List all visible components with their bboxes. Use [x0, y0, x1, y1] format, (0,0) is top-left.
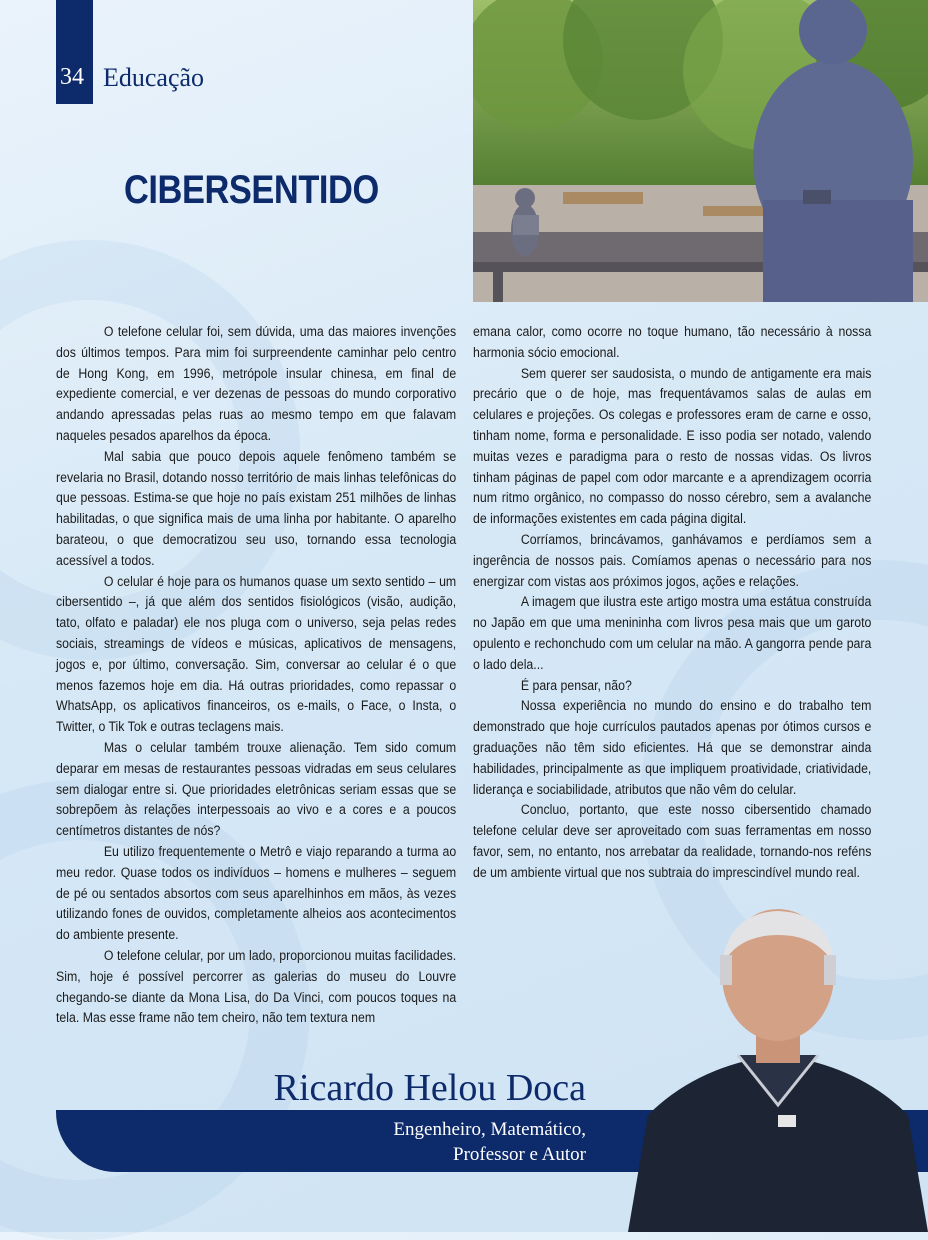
paragraph: A imagem que ilustra este artigo mostra uma estátua construída no Japão em que uma menininha com livros pesa mais que um garoto opulento e rechonchudo com um celular na mão. A gangorra pende para o lado dela...	[473, 594, 872, 672]
article-right-column	[473, 322, 871, 884]
paragraph: emana calor, como ocorre no toque humano, tão necessário à nossa harmonia sócio emocional.	[473, 324, 872, 360]
paragraph: O telefone celular, por um lado, proporcionou muitas facilidades. Sim, hoje é possível percorrer as galerias do museu do Louvre chegando-se diante da Mona Lisa, do Da Vinci, com poucos toques na tela. Mas esse frame não tem cheiro, não tem textura nem	[56, 947, 457, 1026]
paragraph: Mas o celular também trouxe alienação. Tem sido comum deparar em mesas de restaurantes pessoas vidradas em seus celulares sem dialogar entre si. Que prioridades eletrônicas seriam essas que se sobrepõem às relações interpessoais ao vivo e a cores e a poucos centímetros distantes de nós?	[56, 739, 457, 839]
page-number: 34	[60, 64, 84, 90]
paragraph: Nossa experiência no mundo do ensino e do trabalho tem demonstrado que hoje currículos pautados apenas por ótimos cursos e graduações não têm sido eficientes. Há que se demonstrar ainda habilidades, principalmente as que impliquem proatividade, criatividade, liderança e sociabilidade, atributos que não vêm do celular.	[473, 698, 872, 797]
article-left-column	[56, 322, 456, 1029]
paragraph: Corríamos, brincávamos, ganhávamos e perdíamos sem a ingerência de nossos pais. Comíamos apenas o necessário para nos energizar com vistas aos próximos jogos, ações e relações.	[473, 531, 872, 589]
paragraph: Concluo, portanto, que este nosso cibersentido chamado telefone celular deve ser aproveitado com suas ferramentas em nosso favor, sem, no entanto, nos arrebatar da realidade, tornando-nos reféns de um ambiente virtual que nos subtraia do imprescindível mundo real.	[473, 802, 872, 880]
statue-photo	[473, 0, 928, 302]
paragraph: Sem querer ser saudosista, o mundo de antigamente era mais precário que o de hoje, mas frequentávamos salas de aulas em celulares e projeções. Os colegas e professores eram de carne e osso, tinham nome, forma e personalidade. E isso podia ser notado, valendo muitas vezes e paradigma para o resto de nossas vidas. Os livros tinham páginas de papel com odor marcante e a aprendizagem ocorria num ritmo orgânico, no compasso do nosso cérebro, sem a avalanche de informações existentes em cada página digital.	[473, 365, 872, 527]
section-title: Educação	[103, 63, 205, 92]
author-name: Ricardo Helou Doca	[273, 1067, 586, 1109]
paragraph: Eu utilizo frequentemente o Metrô e viajo reparando a turma ao meu redor. Quase todos os indivíduos – homens e mulheres – seguem de pé ou sentados absortos com seus aparelhinhos em mãos, às vezes utilizando fones de ouvidos, completamente alheios aos acontecimentos do ambiente presente.	[56, 843, 457, 943]
paragraph: Mal sabia que pouco depois aquele fenômeno também se revelaria no Brasil, dotando nosso território de mais linhas telefônicas do que pessoas. Estima-se que hoje no país existam 251 milhões de linhas habilitadas, o que significa mais de uma linha por habitante. O aparelho barateou, o que democratizou seu uso, tornando essa tecnologia acessível a todos.	[56, 448, 457, 568]
author-role-line: Professor e Autor	[453, 1144, 586, 1165]
author-role-line: Engenheiro, Matemático,	[393, 1119, 586, 1140]
author-portrait	[618, 905, 928, 1232]
paragraph: É para pensar, não?	[520, 677, 632, 693]
paragraph: O telefone celular foi, sem dúvida, uma das maiores invenções dos últimos tempos. Para mim foi surpreendente caminhar pelo centro de Hong Kong, em 1996, metrópole insular chinesa, em final de expediente comercial, e ver dezenas de pessoas do mundo corporativo andando apressadas pelas ruas ao mesmo tempo em que falavam naqueles pesados aparelhos da época.	[56, 324, 457, 443]
article-title: CIBERSENTIDO	[124, 168, 379, 212]
paragraph: O celular é hoje para os humanos quase um sexto sentido – um cibersentido –, já que além dos sentidos fisiológicos (visão, audição, tato, olfato e paladar) ele nos pluga com o universo, seja pelas redes sociais, streamings de vídeos e músicas, aplicativos de mensagens, jogos e, por último, conversação. Sim, conversar ao celular é o que menos fazemos hoje em dia. Há outras prioridades, como repassar o WhatsApp, os aplicativos financeiros, os e-mails, o Face, o Insta, o Twitter, o Tik Tok e outras teclagens mais.	[56, 573, 457, 735]
author-role	[393, 1117, 586, 1167]
